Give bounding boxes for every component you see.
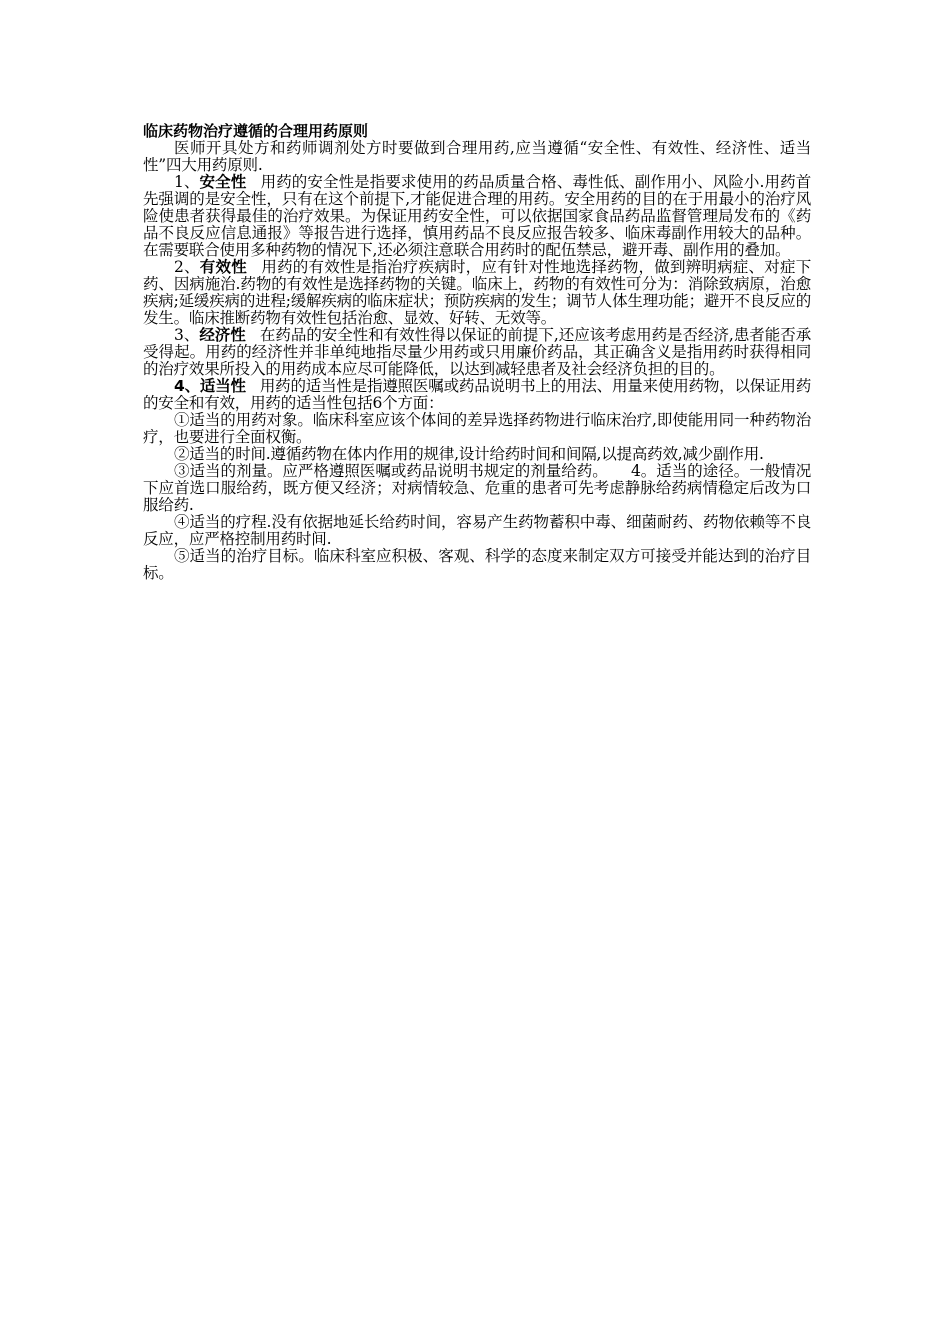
- section-safety: [143, 174, 811, 259]
- section-heading: 有效性: [199, 258, 247, 276]
- section-heading: 适当性: [199, 377, 246, 395]
- section-number: 4、: [174, 377, 200, 395]
- document-title: 临床药物治疗遵循的合理用药原则: [143, 122, 369, 140]
- list-item: ③适当的剂量。应严格遵照医嘱或药品说明书规定的剂量给药。 4。适当的途径。一般情况下应首选口服给药，既方便又经济；对病情较急、危重的患者可先考虑静脉给药病情稳定后改为口服给药.: [143, 462, 811, 514]
- section-text: 用药的有效性是指治疗疾病时，应有针对性地选择药物，做到辨明病症、对症下药、因病施治.药物的有效性是选择药物的关键。临床上，药物的有效性可分为：消除致病原，治愈疾病;延缓疾病的进程;缓解疾病的临床症状；预防疾病的发生；调节人体生理功能；避开不良反应的发生。临床推断药物有效性包括治愈、显效、好转、无效等。: [143, 258, 811, 327]
- section-effectiveness: [143, 259, 811, 327]
- section-economy: [143, 327, 811, 378]
- list-item: ④适当的疗程.没有依据地延长给药时间，容易产生药物蓄积中毒、细菌耐药、药物依赖等不良反应，应严格控制用药时间.: [143, 513, 811, 548]
- section-appropriateness: [143, 378, 811, 412]
- document-body: [143, 123, 811, 582]
- list-item: ②适当的时间.遵循药物在体内作用的规律,设计给药时间和间隔,以提高药效,减少副作用.: [174, 445, 764, 463]
- section-text: 在药品的安全性和有效性得以保证的前提下,还应该考虑用药是否经济,患者能否承受得起。用药的经济性并非单纯地指尽量少用药或只用廉价药品，其正确含义是指用药时获得相同的治疗效果所投入的用药成本应尽可能降低，以达到减轻患者及社会经济负担的目的。: [143, 326, 811, 378]
- section-heading: 安全性: [199, 173, 247, 191]
- section-number: 1、: [174, 173, 200, 191]
- section-text: 用药的安全性是指要求使用的药品质量合格、毒性低、副作用小、风险小.用药首先强调的是安全性，只有在这个前提下,才能促进合理的用药。安全用药的目的在于用最小的治疗风险使患者获得最佳的治疗效果。为保证用药安全性，可以依据国家食品药品监督管理局发布的《药品不良反应信息通报》等报告进行选择，慎用药品不良反应报告较多、临床毒副作用较大的品种。在需要联合使用多种药物的情况下,还必须注意联合用药时的配伍禁忌，避开毒、副作用的叠加。: [143, 173, 811, 259]
- list-item: ⑤适当的治疗目标。临床科室应积极、客观、科学的态度来制定双方可接受并能达到的治疗目标。: [143, 547, 811, 582]
- section-number: 2、: [174, 258, 200, 276]
- section-text: 用药的适当性是指遵照医嘱或药品说明书上的用法、用量来使用药物，以保证用药的安全和有效，用药的适当性包括6个方面：: [143, 377, 811, 412]
- intro-paragraph: 医师开具处方和药师调剂处方时要做到合理用药,应当遵循“安全性、有效性、经济性、适当性”四大用药原则.: [143, 139, 811, 174]
- section-heading: 经济性: [199, 326, 246, 344]
- list-item: ①适当的用药对象。临床科室应该个体间的差异选择药物进行临床治疗,即使能用同一种药物治疗，也要进行全面权衡。: [143, 411, 811, 446]
- section-number: 3、: [174, 326, 200, 344]
